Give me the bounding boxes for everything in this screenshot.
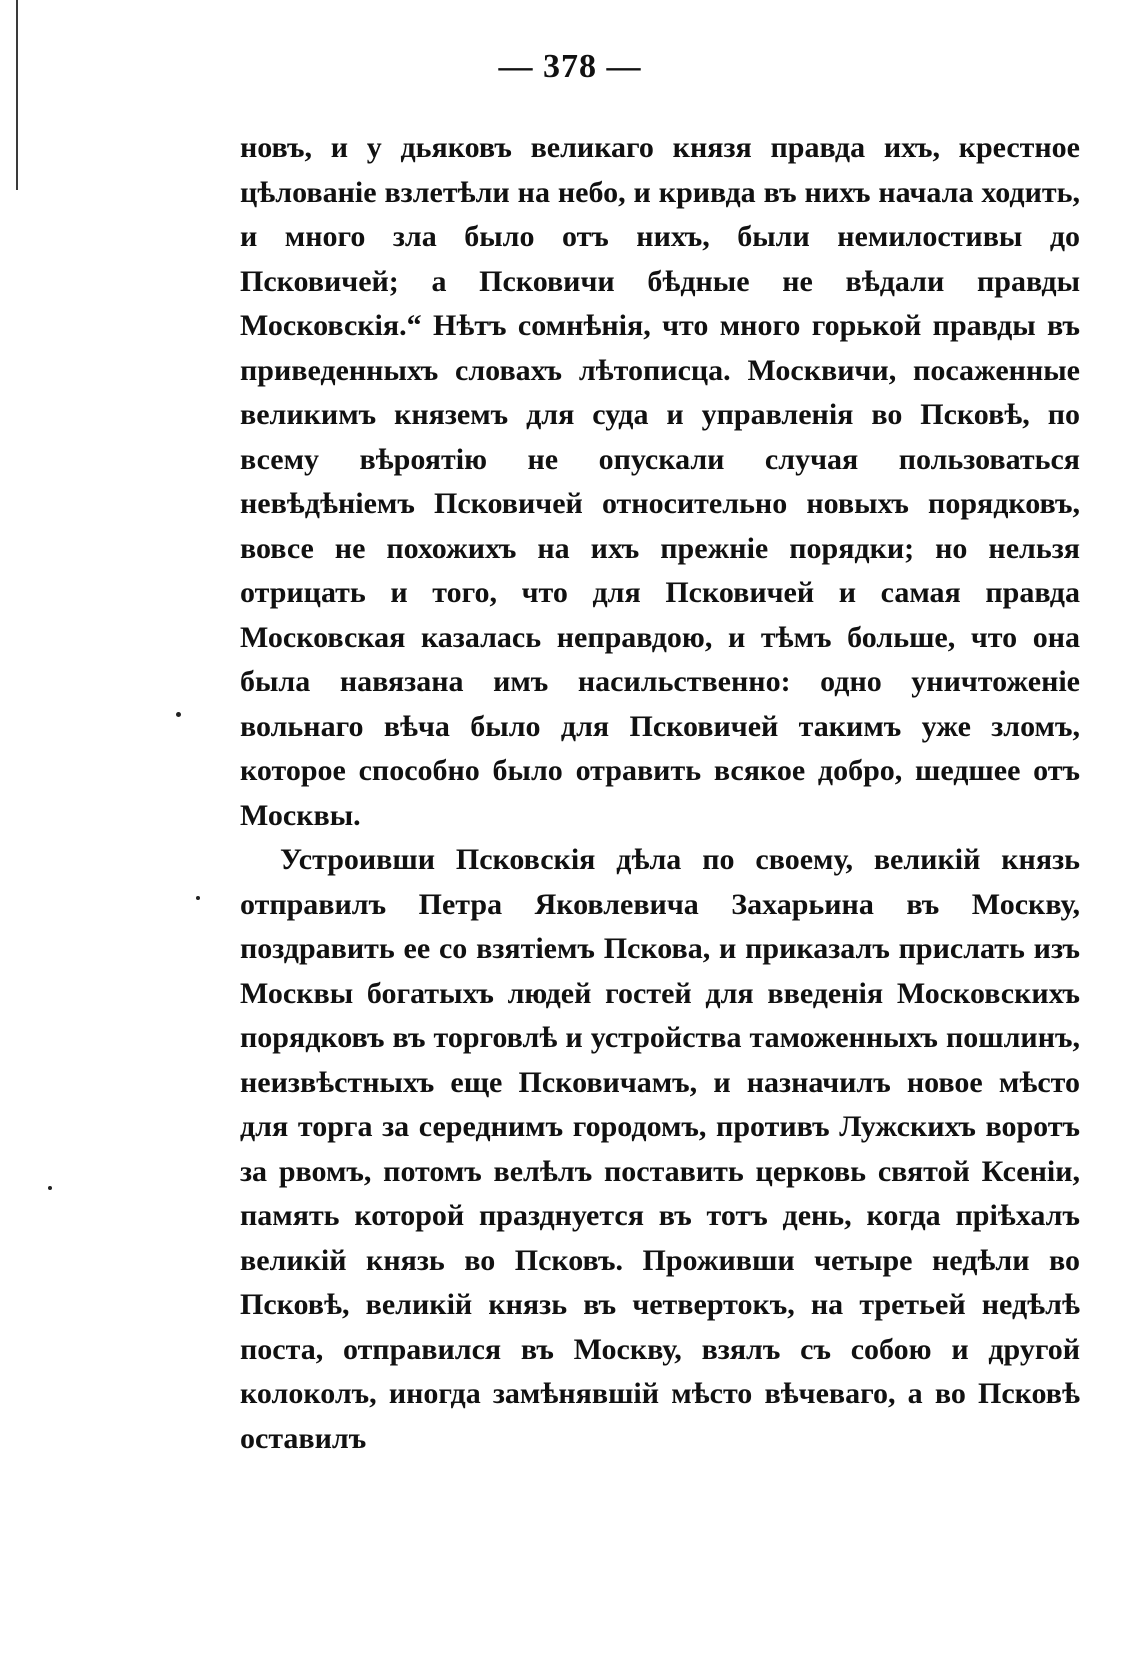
- margin-mark: [176, 712, 181, 717]
- body-text: [240, 126, 1080, 1461]
- paragraph-2: Устроивши Псковскія дѣла по своему, великій князь отправилъ Петра Яковлевича Захарьина въ Москву, поздравить ее со взятіемъ Пскова, и приказалъ прислать изъ Москвы богатыхъ людей гостей для введенія Московскихъ порядковъ въ торговлѣ и устройства таможенныхъ пошлинъ, неизвѣстныхъ еще Псковичамъ, и назначилъ новое мѣсто для торга за середнимъ городомъ, противъ Лужскихъ воротъ за рвомъ, потомъ велѣлъ поставить церковь святой Ксеніи, память которой празднуется въ тотъ день, когда пріѣхалъ великій князь во Псковъ. Проживши четыре недѣли во Псковѣ, великій князь въ четвертокъ, на третьей недѣлѣ поста, отправился въ Москву, взялъ съ собою и другой колоколъ, иногда замѣнявшій мѣсто вѣчеваго, а во Псковѣ оставилъ: [240, 843, 1080, 1455]
- margin-mark: [48, 1186, 52, 1190]
- paragraph-1: новъ, и у дьяковъ великаго князя правда ихъ, крестное цѣлованіе взлетѣли на небо, и кривда въ нихъ начала ходить, и много зла было отъ нихъ, были немилостивы до Псковичей; а Псковичи бѣдные не вѣдали правды Московскія.“ Нѣтъ сомнѣнія, что много горькой правды въ приведенныхъ словахъ лѣтописца. Москвичи, посаженные великимъ княземъ для суда и управленія во Псковѣ, по всему вѣроятію не опускали случая пользоваться невѣдѣніемъ Псковичей относительно новыхъ порядковъ, вовсе не похожихъ на ихъ прежніе порядки; но нельзя отрицать и того, что для Псковичей и самая правда Московская казалась неправдою, и тѣмъ больше, что она была навязана имъ насильственно: одно уничтоженіе вольнаго вѣча было для Псковичей такимъ уже зломъ, которое способно было отравить всякое добро, шедшее отъ Москвы.: [240, 131, 1080, 832]
- page-number: — 378 —: [498, 48, 642, 85]
- margin-rule: [16, 0, 18, 190]
- margin-mark: [196, 896, 200, 900]
